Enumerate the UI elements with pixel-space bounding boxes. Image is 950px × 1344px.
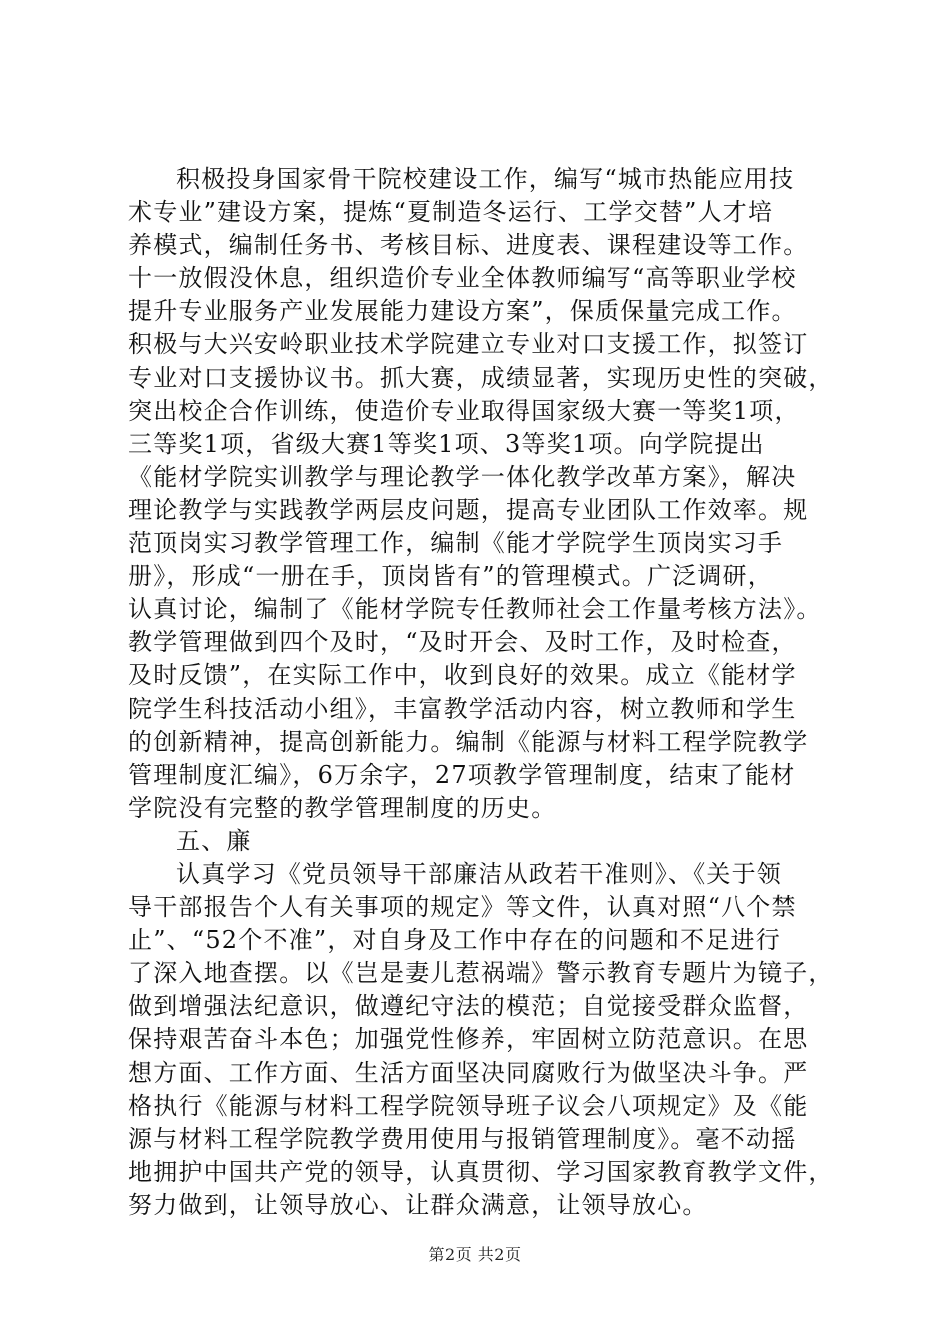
document-body bbox=[128, 163, 848, 1222]
paragraph-line: 想方面、工作方面、生活方面坚决同腐败行为做坚决斗争。严 bbox=[128, 1058, 809, 1087]
paragraph-line: 地拥护中国共产党的领导，认真贯彻、学习国家教育教学文件， bbox=[128, 1157, 834, 1186]
paragraph-line: 积极投身国家骨干院校建设工作，编写“城市热能应用技 bbox=[176, 165, 795, 193]
paragraph-line: 养模式，编制任务书、考核目标、进度表、课程建设等工作。 bbox=[128, 231, 809, 260]
paragraph-line: 术专业”建设方案，提炼“夏制造冬运行、工学交替”人才培 bbox=[128, 198, 774, 227]
paragraph-line: 的创新精神，提高创新能力。编制《能源与材料工程学院教学 bbox=[128, 727, 809, 756]
paragraph-line: 认真学习《党员领导干部廉洁从政若干准则》、《关于领 bbox=[176, 859, 782, 888]
paragraph-line: 积极与大兴安岭职业技术学院建立专业对口支援工作，拟签订 bbox=[128, 330, 809, 359]
paragraph-line: 源与材料工程学院教学费用使用与报销管理制度》。毫不动摇 bbox=[128, 1124, 797, 1153]
paragraph-line: 止”、“52个不准”，对自身及工作中存在的问题和不足进行 bbox=[128, 926, 781, 955]
paragraph-line: 导干部报告个人有关事项的规定》等文件，认真对照“八个禁 bbox=[128, 893, 797, 922]
section-heading: 五、廉 bbox=[176, 826, 252, 855]
paragraph-line: 做到增强法纪意识，做遵纪守法的模范；自觉接受群众监督， bbox=[128, 992, 809, 1021]
paragraph-line: 《能材学院实训教学与理论教学一体化教学改革方案》，解决 bbox=[128, 462, 797, 491]
paragraph-line: 保持艰苦奋斗本色；加强党性修养，牢固树立防范意识。在思 bbox=[128, 1025, 809, 1054]
paragraph-line: 专业对口支援协议书。抓大赛，成绩显著，实现历史性的突破， bbox=[128, 363, 834, 392]
paragraph-line: 格执行《能源与材料工程学院领导班子议会八项规定》及《能 bbox=[128, 1091, 809, 1120]
paragraph-line: 学院没有完整的教学管理制度的历史。 bbox=[128, 793, 557, 822]
paragraph-line: 管理制度汇编》，6万余字，27项教学管理制度，结束了能材 bbox=[128, 760, 796, 789]
paragraph-line: 认真讨论，编制了《能材学院专任教师社会工作量考核方法》。 bbox=[128, 595, 822, 624]
paragraph-line: 三等奖1项，省级大赛1等奖1项、3等奖1项。向学院提出 bbox=[128, 429, 765, 458]
paragraph-line: 十一放假没休息，组织造价专业全体教师编写“高等职业学校 bbox=[128, 264, 797, 293]
paragraph-line: 突出校企合作训练，使造价专业取得国家级大赛一等奖1项， bbox=[128, 396, 800, 425]
paragraph-line: 院学生科技活动小组》，丰富教学活动内容，树立教师和学生 bbox=[128, 694, 797, 723]
paragraph-line: 了深入地查摆。以《岂是妻儿惹祸端》警示教育专题片为镜子， bbox=[128, 959, 834, 988]
page-footer: 第2页 共2页 bbox=[428, 1245, 522, 1264]
paragraph-line: 努力做到，让领导放心、让群众满意，让领导放心。 bbox=[128, 1190, 708, 1219]
paragraph-line: 册》，形成“一册在手，顶岗皆有”的管理模式。广泛调研， bbox=[128, 562, 773, 591]
paragraph-line: 理论教学与实践教学两层皮问题，提高专业团队工作效率。规 bbox=[128, 495, 809, 524]
paragraph-line: 及时反馈”，在实际工作中，收到良好的效果。成立《能材学 bbox=[128, 661, 797, 690]
paragraph-line: 提升专业服务产业发展能力建设方案”，保质保量完成工作。 bbox=[128, 297, 797, 326]
paragraph-line: 范顶岗实习教学管理工作，编制《能才学院学生顶岗实习手 bbox=[128, 529, 784, 558]
paragraph-line: 教学管理做到四个及时，“及时开会、及时工作，及时检查， bbox=[128, 628, 797, 657]
